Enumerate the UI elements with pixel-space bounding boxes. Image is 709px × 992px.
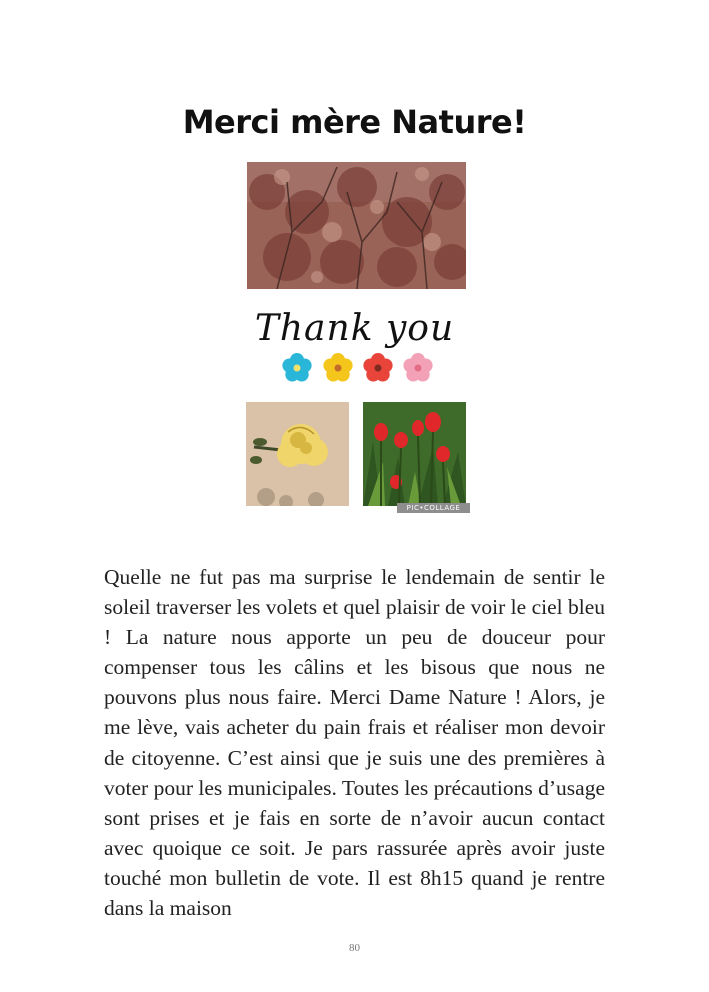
- flower-icon: [363, 353, 392, 382]
- red-tulips-photo: [363, 402, 466, 506]
- flower-row: [281, 352, 436, 384]
- thank-you-script: Thank you: [254, 308, 455, 349]
- pic-collage-watermark: PIC•COLLAGE: [397, 503, 470, 513]
- flower-icon: [323, 353, 352, 382]
- flower-icon: [403, 353, 432, 382]
- yellow-rose-photo: [246, 402, 349, 506]
- page-title: Merci mère Nature!: [182, 103, 527, 142]
- body-paragraph: Quelle ne fut pas ma surprise le lendemain de sentir le soleil traverser les volets et quel plaisir de voir le ciel bleu ! La nature nous apporte un peu de douceur pour compenser tous les câlins et les bisous que nous ne pouvons plus nous faire. Merci Dame Nature ! Alors, je me lève, vais acheter du pain frais et réaliser mon devoir de citoyenne. C’est ainsi que je suis une des premières à voter pour les municipales. Toutes les précautions d’usage sont prises et je fais en sorte de n’avoir aucun contact avec quoique ce soit. Je pars rassurée après avoir juste touché mon bulletin de vote. Il est 8h15 quand je rentre dans la maison: [104, 565, 605, 921]
- tree-photo: [247, 162, 466, 289]
- flower-icon: [282, 353, 311, 382]
- page-number: 80: [349, 942, 360, 954]
